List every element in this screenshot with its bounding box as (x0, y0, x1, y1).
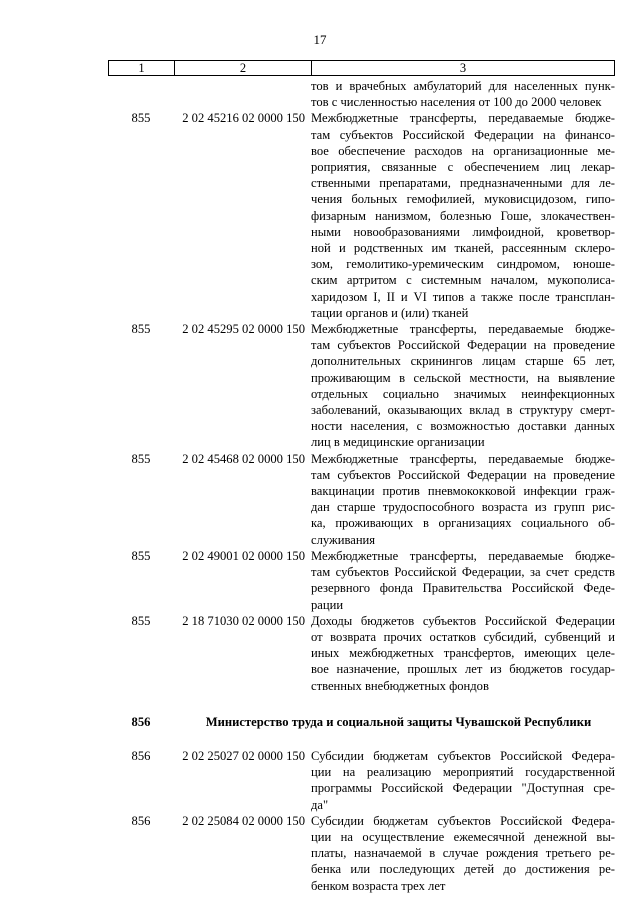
text-line: ции на реализацию мероприятий государственной (311, 765, 615, 780)
row-kbk: 2 02 25084 02 0000 150 (182, 813, 305, 828)
text-line: от возврата прочих остатков субсидий, субвенций и (311, 629, 615, 644)
text-line: там субъектов Российской Федерации на финансо- (311, 127, 615, 142)
header-col-1: 1 (109, 61, 175, 75)
section-header (108, 714, 615, 730)
text-line: ности населения, с возможностью доставки данных (311, 419, 615, 434)
text-line: чения больных гемофилией, муковисцидозом, гипо- (311, 192, 615, 207)
row-kbk: 2 02 25027 02 0000 150 (182, 748, 305, 763)
text-line: тов с численностью населения от 100 до 2000 человек (311, 95, 602, 110)
text-line: там субъектов Российской Федерации, за счет средств (311, 565, 615, 580)
section-name: Министерство труда и социальной защиты Чувашской Республики (205, 714, 592, 729)
text-line: проживающим в сельской местности, на выявление (311, 370, 615, 385)
row-description (311, 813, 615, 894)
table-row (108, 110, 615, 321)
text-line: служивания (311, 532, 376, 547)
row-kbk: 2 18 71030 02 0000 150 (182, 613, 305, 628)
row-code: 856 (131, 748, 151, 763)
header-col-3: 3 (459, 61, 467, 75)
text-line: тации органов и (или) тканей (311, 305, 469, 320)
table-row (108, 813, 615, 894)
text-line: вое назначение, прошлых лет из бюджетов государ- (311, 662, 615, 677)
text-line: ции на осуществление ежемесячной денежной вы- (311, 829, 615, 844)
row-description (311, 451, 615, 548)
continuation-text (311, 78, 615, 110)
row-description (311, 748, 615, 813)
text-line: бенка или последующих детей до достижения ре- (311, 862, 615, 877)
row-code: 855 (131, 548, 151, 563)
text-line: ка, проживающих в организациях социального об- (311, 516, 615, 531)
text-line: Межбюджетные трансферты, передаваемые бюдже- (311, 451, 615, 466)
text-line: там субъектов Российской Федерации на проведение (311, 338, 615, 353)
text-line: отдельных социально значимых неинфекционных (311, 386, 615, 401)
page-number: 17 (313, 32, 327, 47)
text-line: бенком возраста трех лет (311, 878, 446, 893)
text-line: Субсидии бюджетам субъектов Российской Федера- (311, 748, 615, 763)
row-description (311, 548, 615, 613)
text-line: дополнительных скринингов лицам старше 65 лет, (311, 354, 615, 369)
text-line: программы Российской Федерации "Доступная сре- (311, 781, 615, 796)
text-line: платы, назначаемой в случае рождения третьего ре- (311, 846, 615, 861)
text-line: роприятия, связанные с обеспечением лиц лекар- (311, 160, 615, 175)
row-kbk: 2 02 45295 02 0000 150 (182, 322, 305, 337)
table-row (108, 548, 615, 613)
text-line: лиц в медицинские организации (311, 435, 485, 450)
row-code: 855 (131, 613, 151, 628)
text-line: зом, гемолитико-уремическим синдромом, юноше- (311, 257, 615, 272)
table-body (108, 78, 615, 894)
row-code: 855 (131, 451, 151, 466)
row-code: 856 (131, 813, 151, 828)
text-line: иных межбюджетных трансфертов, имеющих целе- (311, 646, 615, 661)
text-line: дан старше трудоспособного возраста из групп рис- (311, 500, 615, 515)
table-row (108, 613, 615, 694)
table-row (108, 748, 615, 813)
text-line: Межбюджетные трансферты, передаваемые бюдже- (311, 111, 615, 126)
text-line: там субъектов Российской Федерации на проведение (311, 467, 615, 482)
text-line: ными новообразованиями лимфоидной, кроветвор- (311, 224, 615, 239)
section-code: 856 (131, 714, 151, 729)
row-code: 855 (131, 322, 151, 337)
table-row (108, 451, 615, 548)
text-line: ственных внебюджетных фондов (311, 678, 489, 693)
text-line: рации (311, 597, 344, 612)
text-line: физарным нанизмом, болезнью Гоше, злокачествен- (311, 208, 615, 223)
text-line: резервного фонда Правительства Российской Феде- (311, 581, 615, 596)
row-description (311, 110, 615, 321)
text-line: да" (311, 797, 329, 812)
text-line: заболеваний, оказывающих вклад в структуру смерт- (311, 403, 615, 418)
row-kbk: 2 02 49001 02 0000 150 (182, 548, 305, 563)
text-line: Субсидии бюджетам субъектов Российской Федера- (311, 813, 615, 828)
header-col-2: 2 (175, 61, 312, 75)
text-line: Межбюджетные трансферты, передаваемые бюдже- (311, 548, 615, 563)
text-line: харидозом I, II и VI типов а также после трансплан- (311, 289, 615, 304)
text-line: Доходы бюджетов субъектов Российской Федерации (311, 613, 615, 628)
row-kbk: 2 02 45216 02 0000 150 (182, 111, 305, 126)
text-line: Межбюджетные трансферты, передаваемые бюдже- (311, 322, 615, 337)
row-description (311, 613, 615, 694)
text-line: ственными препаратами, предназначенными для ле- (311, 176, 615, 191)
text-line: ским артритом с системным началом, мукополиса- (311, 273, 615, 288)
table-header (108, 60, 615, 76)
table-row (108, 321, 615, 451)
text-line: вое обеспечение расходов на организационные ме- (311, 143, 615, 158)
text-line: ной и родственных им тканей, рассеянным склеро- (311, 241, 615, 256)
text-line: тов и врачебных амбулаторий для населенных пунк- (311, 79, 615, 93)
row-description (311, 321, 615, 451)
table-row-continuation (108, 78, 615, 110)
text-line: вакцинации против пневмококковой инфекции граж- (311, 484, 615, 499)
row-kbk: 2 02 45468 02 0000 150 (182, 451, 305, 466)
row-code: 855 (131, 111, 151, 126)
